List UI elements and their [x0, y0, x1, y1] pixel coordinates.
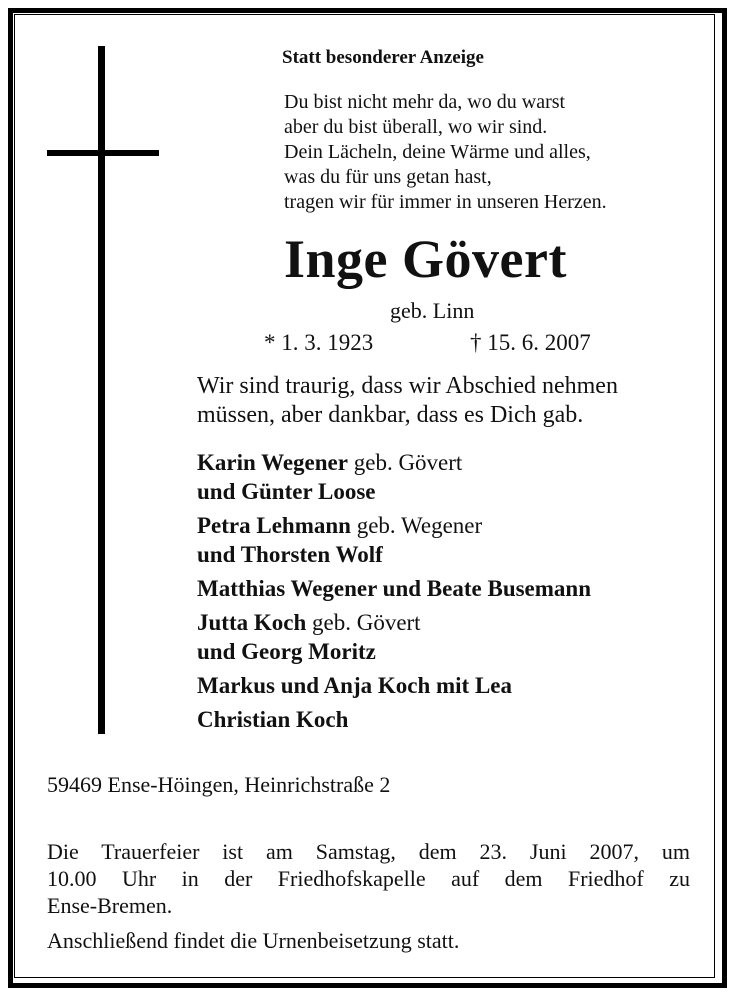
sentence-line: Wir sind traurig, dass wir Abschied nehmen [197, 373, 618, 399]
poem [284, 90, 607, 215]
mourner-birth-note: geb. Wegener [350, 513, 483, 538]
urn-burial-note: Anschließend findet die Urnenbeisetzung statt. [47, 928, 460, 953]
mourner-line [197, 511, 591, 540]
mourner-name: Petra Lehmann [197, 513, 351, 538]
mourner-line [197, 608, 591, 637]
funeral-info [47, 838, 690, 919]
notice-header: Statt besonderer Anzeige [282, 47, 484, 68]
death-date: † 15. 6. 2007 [470, 330, 591, 355]
poem-line: was du für uns getan hast, [284, 166, 492, 188]
mourner-name: Jutta Koch [197, 610, 307, 635]
funeral-line: Die Trauerfeier ist am Samstag, dem 23. Juni 2007, um [47, 839, 690, 864]
farewell-sentence [197, 372, 618, 430]
birth-date: * 1. 3. 1923 [264, 330, 374, 355]
mourner-partner: und Georg Moritz [197, 639, 376, 664]
mourner-name: Karin Wegener [197, 450, 348, 475]
sentence-line: müssen, aber dankbar, dass es Dich gab. [197, 402, 584, 428]
mourner-line: Markus und Anja Koch mit Lea [197, 673, 513, 698]
cross-icon-horizontal [47, 150, 159, 156]
mourner-partner: und Günter Loose [197, 479, 376, 504]
mourner-birth-note: geb. Gövert [347, 450, 463, 475]
funeral-line: 10.00 Uhr in der Friedhofskapelle auf dem Friedhof zu [47, 866, 690, 891]
poem-line: Dein Lächeln, deine Wärme und alles, [284, 141, 591, 163]
poem-line: tragen wir für immer in unseren Herzen. [284, 191, 607, 213]
deceased-name: Inge Gövert [284, 229, 567, 289]
funeral-line: Ense-Bremen. [47, 893, 173, 918]
address: 59469 Ense-Höingen, Heinrichstraße 2 [47, 772, 391, 797]
poem-line: aber du bist überall, wo wir sind. [284, 116, 548, 138]
mourner-line: Matthias Wegener und Beate Busemann [197, 576, 592, 601]
mourner-line: Christian Koch [197, 707, 349, 732]
mourner-birth-note: geb. Gövert [306, 610, 421, 635]
maiden-name: geb. Linn [390, 298, 475, 323]
poem-line: Du bist nicht mehr da, wo du warst [284, 91, 566, 113]
mourner-line [197, 448, 591, 477]
mourners-list [197, 448, 591, 734]
mourner-partner: und Thorsten Wolf [197, 542, 383, 567]
